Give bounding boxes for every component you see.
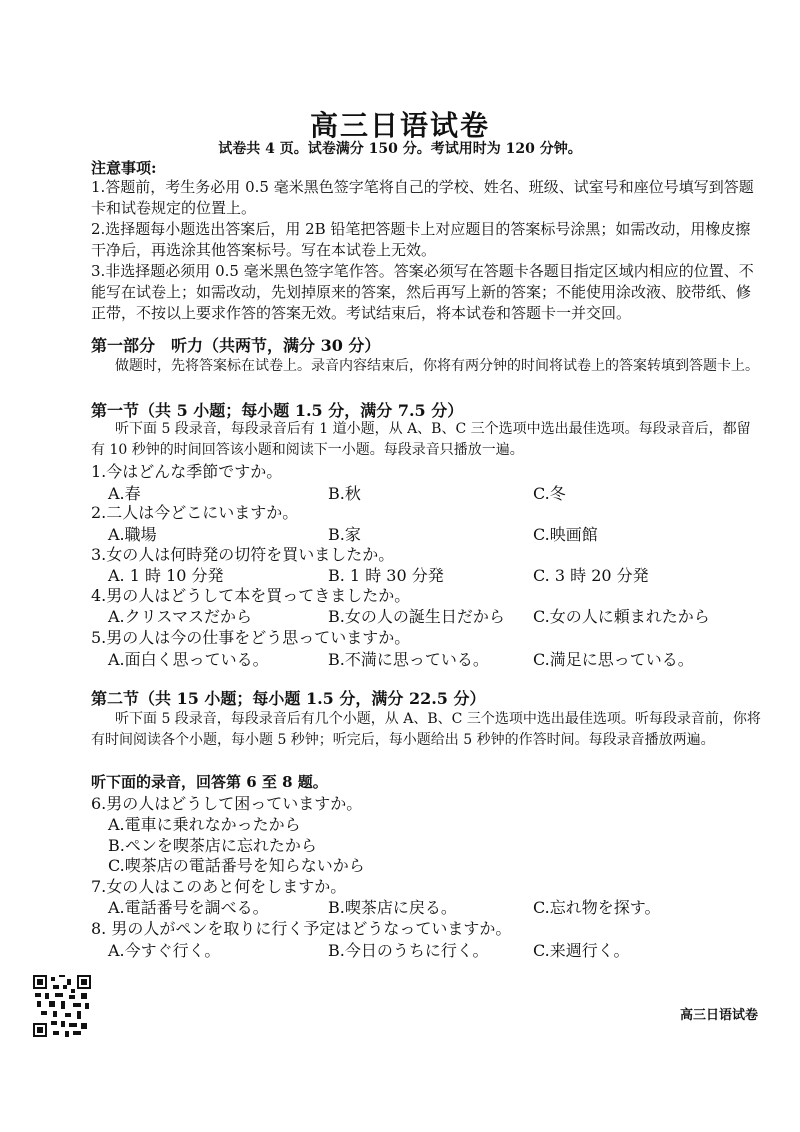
question-8-option-c: C.来週行く。 — [533, 941, 630, 960]
question-4-option-b: B.女の人の誕生日だから — [328, 607, 505, 626]
question-1-option-c: C.冬 — [533, 484, 566, 503]
question-2-option-c: C.映画館 — [533, 525, 598, 544]
part1-instruction: 做题时，先将答案标在试卷上。录音内容结束后，你将有两分钟的时间将试卷上的答案转填到答题卡上。 — [115, 358, 759, 374]
question-7-option-a: A.電話番号を調べる。 — [108, 898, 269, 917]
section2-instruction: 听下面 5 段录音，每段录音后有几个小题，从 A、B、C 三个选项中选出最佳选项。听每段录音前，你将有时间阅读各个小题，每小题 5 秒钟；听完后，每小题给出 5 秒钟的作答时间。每段录音播放两遍。 — [91, 711, 761, 748]
question-3-option-c: C. 3 時 20 分発 — [533, 566, 649, 585]
question-3: 3.女の人は何時発の切符を買いましたか。 — [91, 545, 395, 564]
question-5-option-a: A.面白く思っている。 — [108, 650, 269, 669]
question-6-option-a: A.電車に乗れなかったから — [108, 815, 301, 834]
group-heading: 听下面的录音，回答第 6 至 8 题。 — [91, 773, 328, 791]
exam-subtitle: 试卷共 4 页。试卷满分 150 分。考试用时为 120 分钟。 — [218, 141, 582, 157]
question-3-option-b: B. 1 時 30 分発 — [328, 566, 444, 585]
question-8: 8. 男の人がペンを取りに行く予定はどうなっていますか。 — [91, 919, 512, 938]
question-2-option-a: A.職場 — [108, 525, 157, 544]
question-2-option-b: B.家 — [328, 525, 361, 544]
question-4-option-a: A.クリスマスだから — [108, 607, 253, 626]
section1-heading: 第一节（共 5 小题；每小题 1.5 分，满分 7.5 分） — [91, 401, 464, 420]
question-2: 2.二人は今どこにいますか。 — [91, 503, 299, 522]
question-7-option-b: B.喫茶店に戻る。 — [328, 898, 457, 917]
section1-instruction: 听下面 5 段录音，每段录音后有 1 道小题，从 A、B、C 三个选项中选出最佳选项。每段录音后，都留有 10 秒钟的时间回答该小题和阅读下一小题。每段录音只播放一遍。 — [91, 421, 751, 458]
footer-label: 高三日语试卷 — [680, 1008, 759, 1023]
question-1: 1.今はどんな季節ですか。 — [91, 462, 283, 481]
question-5-option-c: C.満足に思っている。 — [533, 650, 694, 669]
question-4: 4.男の人はどうして本を買ってきましたか。 — [91, 586, 411, 605]
question-6-option-c: C.喫茶店の電話番号を知らないから — [108, 856, 365, 875]
question-6-option-b: B.ペンを喫茶店に忘れたから — [108, 836, 317, 855]
question-5: 5.男の人は今の仕事をどう思っていますか。 — [91, 628, 411, 647]
question-7-option-c: C.忘れ物を探す。 — [533, 898, 661, 917]
question-4-option-c: C.女の人に頼まれたから — [533, 607, 710, 626]
question-8-option-b: B.今日のうちに行く。 — [328, 941, 489, 960]
question-1-option-a: A.春 — [108, 484, 141, 503]
section2-heading: 第二节（共 15 小题；每小题 1.5 分，满分 22.5 分） — [91, 689, 486, 708]
notice-heading: 注意事项: — [91, 159, 157, 177]
question-8-option-a: A.今すぐ行く。 — [108, 941, 221, 960]
question-7: 7.女の人はこのあと何をしますか。 — [91, 877, 347, 896]
question-6: 6.男の人はどうして困っていますか。 — [91, 794, 363, 813]
notice-item-1: 1.答题前，考生务必用 0.5 毫米黑色签字笔将自己的学校、姓名、班级、试室号和座位号填写到答题卡和试卷规定的位置上。 — [91, 178, 754, 217]
qr-code — [33, 975, 91, 1037]
notice-item-3: 3.非选择题必须用 0.5 毫米黑色签字笔作答。答案必须写在答题卡各题目指定区域内相应的位置、不能写在试卷上；如需改动，先划掉原来的答案，然后再写上新的答案；不能使用涂改液、胶带纸、修正带，不按以上要求作答的答案无效。考试结束后，将本试卷和答题卡一并交回。 — [91, 262, 754, 322]
exam-title: 高三日语试卷 — [309, 109, 490, 142]
question-1-option-b: B.秋 — [328, 484, 361, 503]
part1-heading: 第一部分 听力（共两节，满分 30 分） — [91, 336, 381, 355]
notice-item-2: 2.选择题每小题选出答案后，用 2B 铅笔把答题卡上对应题目的答案标号涂黑；如需改动，用橡皮擦干净后，再选涂其他答案标号。写在本试卷上无效。 — [91, 220, 751, 259]
question-3-option-a: A. 1 時 10 分発 — [108, 566, 224, 585]
question-5-option-b: B.不満に思っている。 — [328, 650, 489, 669]
